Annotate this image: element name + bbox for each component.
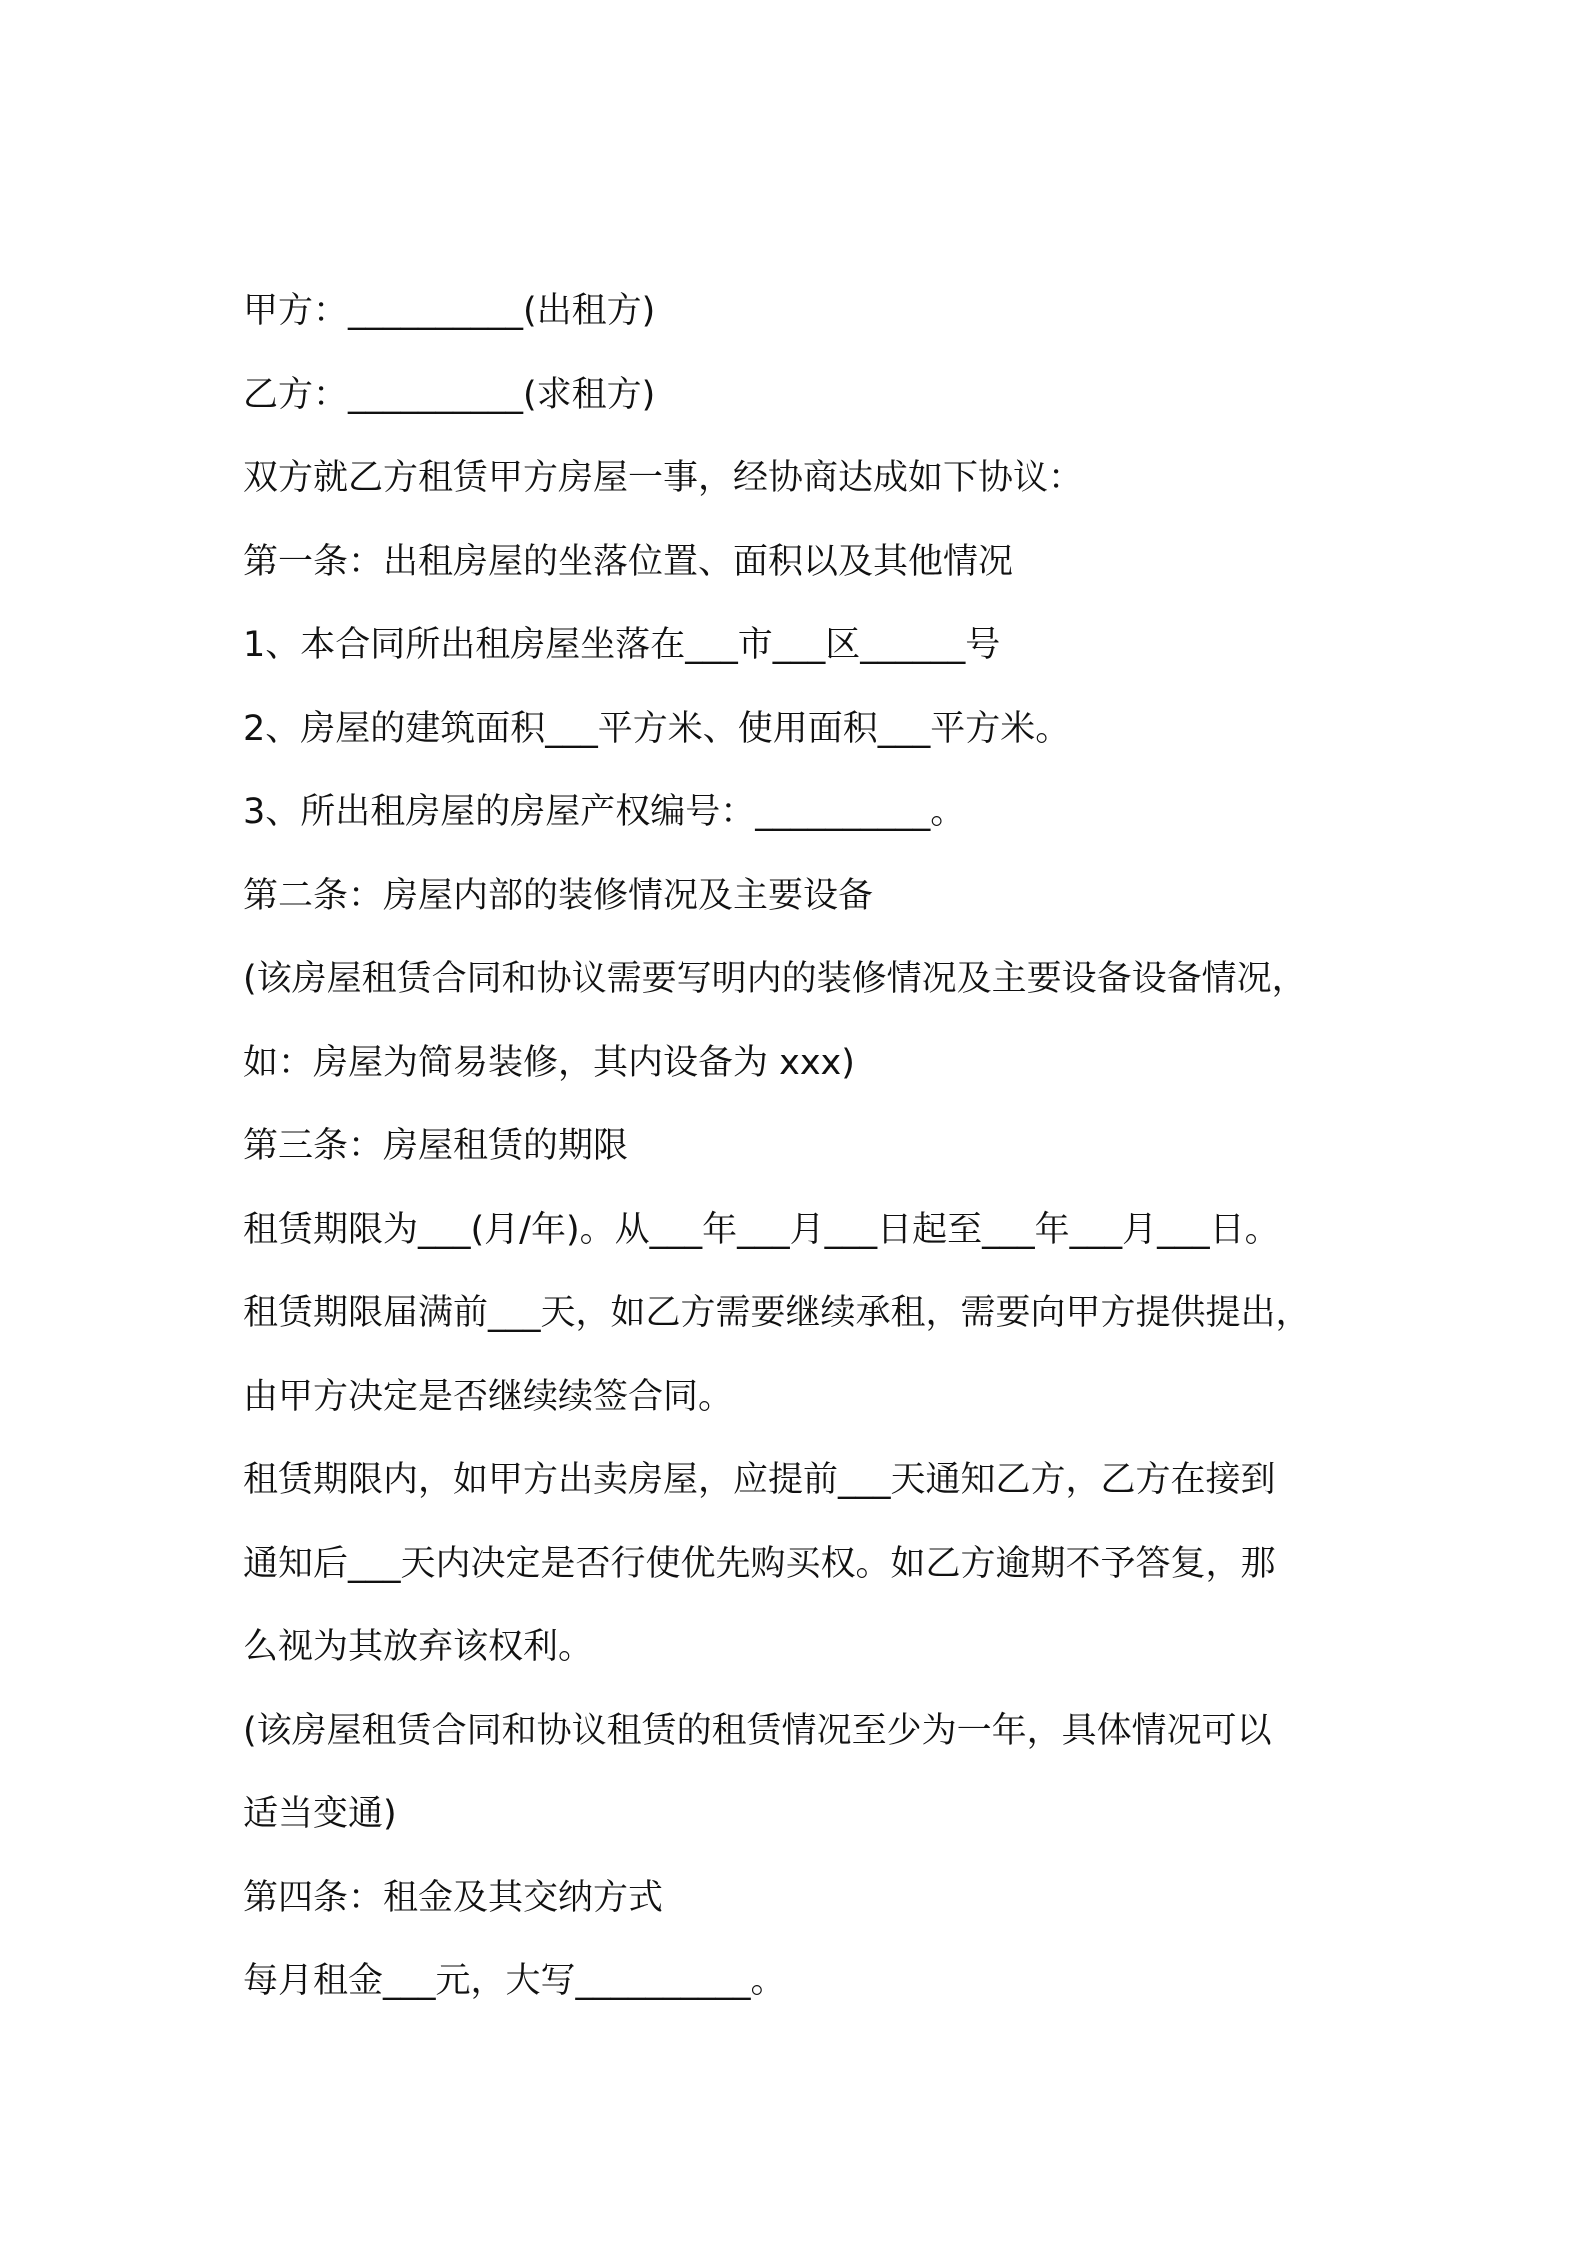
party-b-line: 乙方：__________(求租方) xyxy=(243,374,656,415)
article-3-note-line-2: 适当变通) xyxy=(243,1794,397,1834)
party-a-line: 甲方：__________(出租方) xyxy=(243,291,656,331)
article-2-note-line-2: 如：房屋为简易装修，其内设备为 xxx) xyxy=(243,1042,855,1083)
article-1-item-1: 1、本合同所出租房屋坐落在___市___区______号 xyxy=(243,625,1001,665)
article-3-term-line: 租赁期限为___(月/年)。从___年___月___日起至___年___月___日。 xyxy=(243,1209,1280,1250)
article-3-sale-line-3: 么视为其放弃该权利。 xyxy=(243,1627,594,1667)
article-4-heading: 第四条：租金及其交纳方式 xyxy=(243,1877,664,1918)
article-3-renewal-line-2: 由甲方决定是否继续续签合同。 xyxy=(243,1376,734,1417)
preamble-line: 双方就乙方租赁甲方房屋一事，经协商达成如下协议： xyxy=(243,458,1084,498)
article-1-heading: 第一条：出租房屋的坐落位置、面积以及其他情况 xyxy=(243,541,1014,582)
article-1-item-3: 3、所出租房屋的房屋产权编号：__________。 xyxy=(243,792,966,832)
article-3-heading: 第三条：房屋租赁的期限 xyxy=(243,1126,629,1166)
article-2-note-line-1: (该房屋租赁合同和协议需要写明内的装修情况及主要设备设备情况， xyxy=(243,959,1307,999)
article-3-renewal-line-1: 租赁期限届满前___天，如乙方需要继续承租，需要向甲方提供提出， xyxy=(243,1293,1311,1333)
article-4-rent-line: 每月租金___元，大写__________。 xyxy=(243,1961,786,2001)
article-3-sale-line-1: 租赁期限内，如甲方出卖房屋，应提前___天通知乙方，乙方在接到 xyxy=(243,1460,1276,1500)
article-1-item-2: 2、房屋的建筑面积___平方米、使用面积___平方米。 xyxy=(243,708,1071,749)
article-2-heading: 第二条：房屋内部的装修情况及主要设备 xyxy=(243,875,874,916)
contract-body xyxy=(243,270,1393,2024)
article-3-note-line-1: (该房屋租赁合同和协议租赁的租赁情况至少为一年，具体情况可以 xyxy=(243,1710,1272,1751)
article-3-sale-line-2: 通知后___天内决定是否行使优先购买权。如乙方逾期不予答复，那 xyxy=(243,1543,1276,1584)
